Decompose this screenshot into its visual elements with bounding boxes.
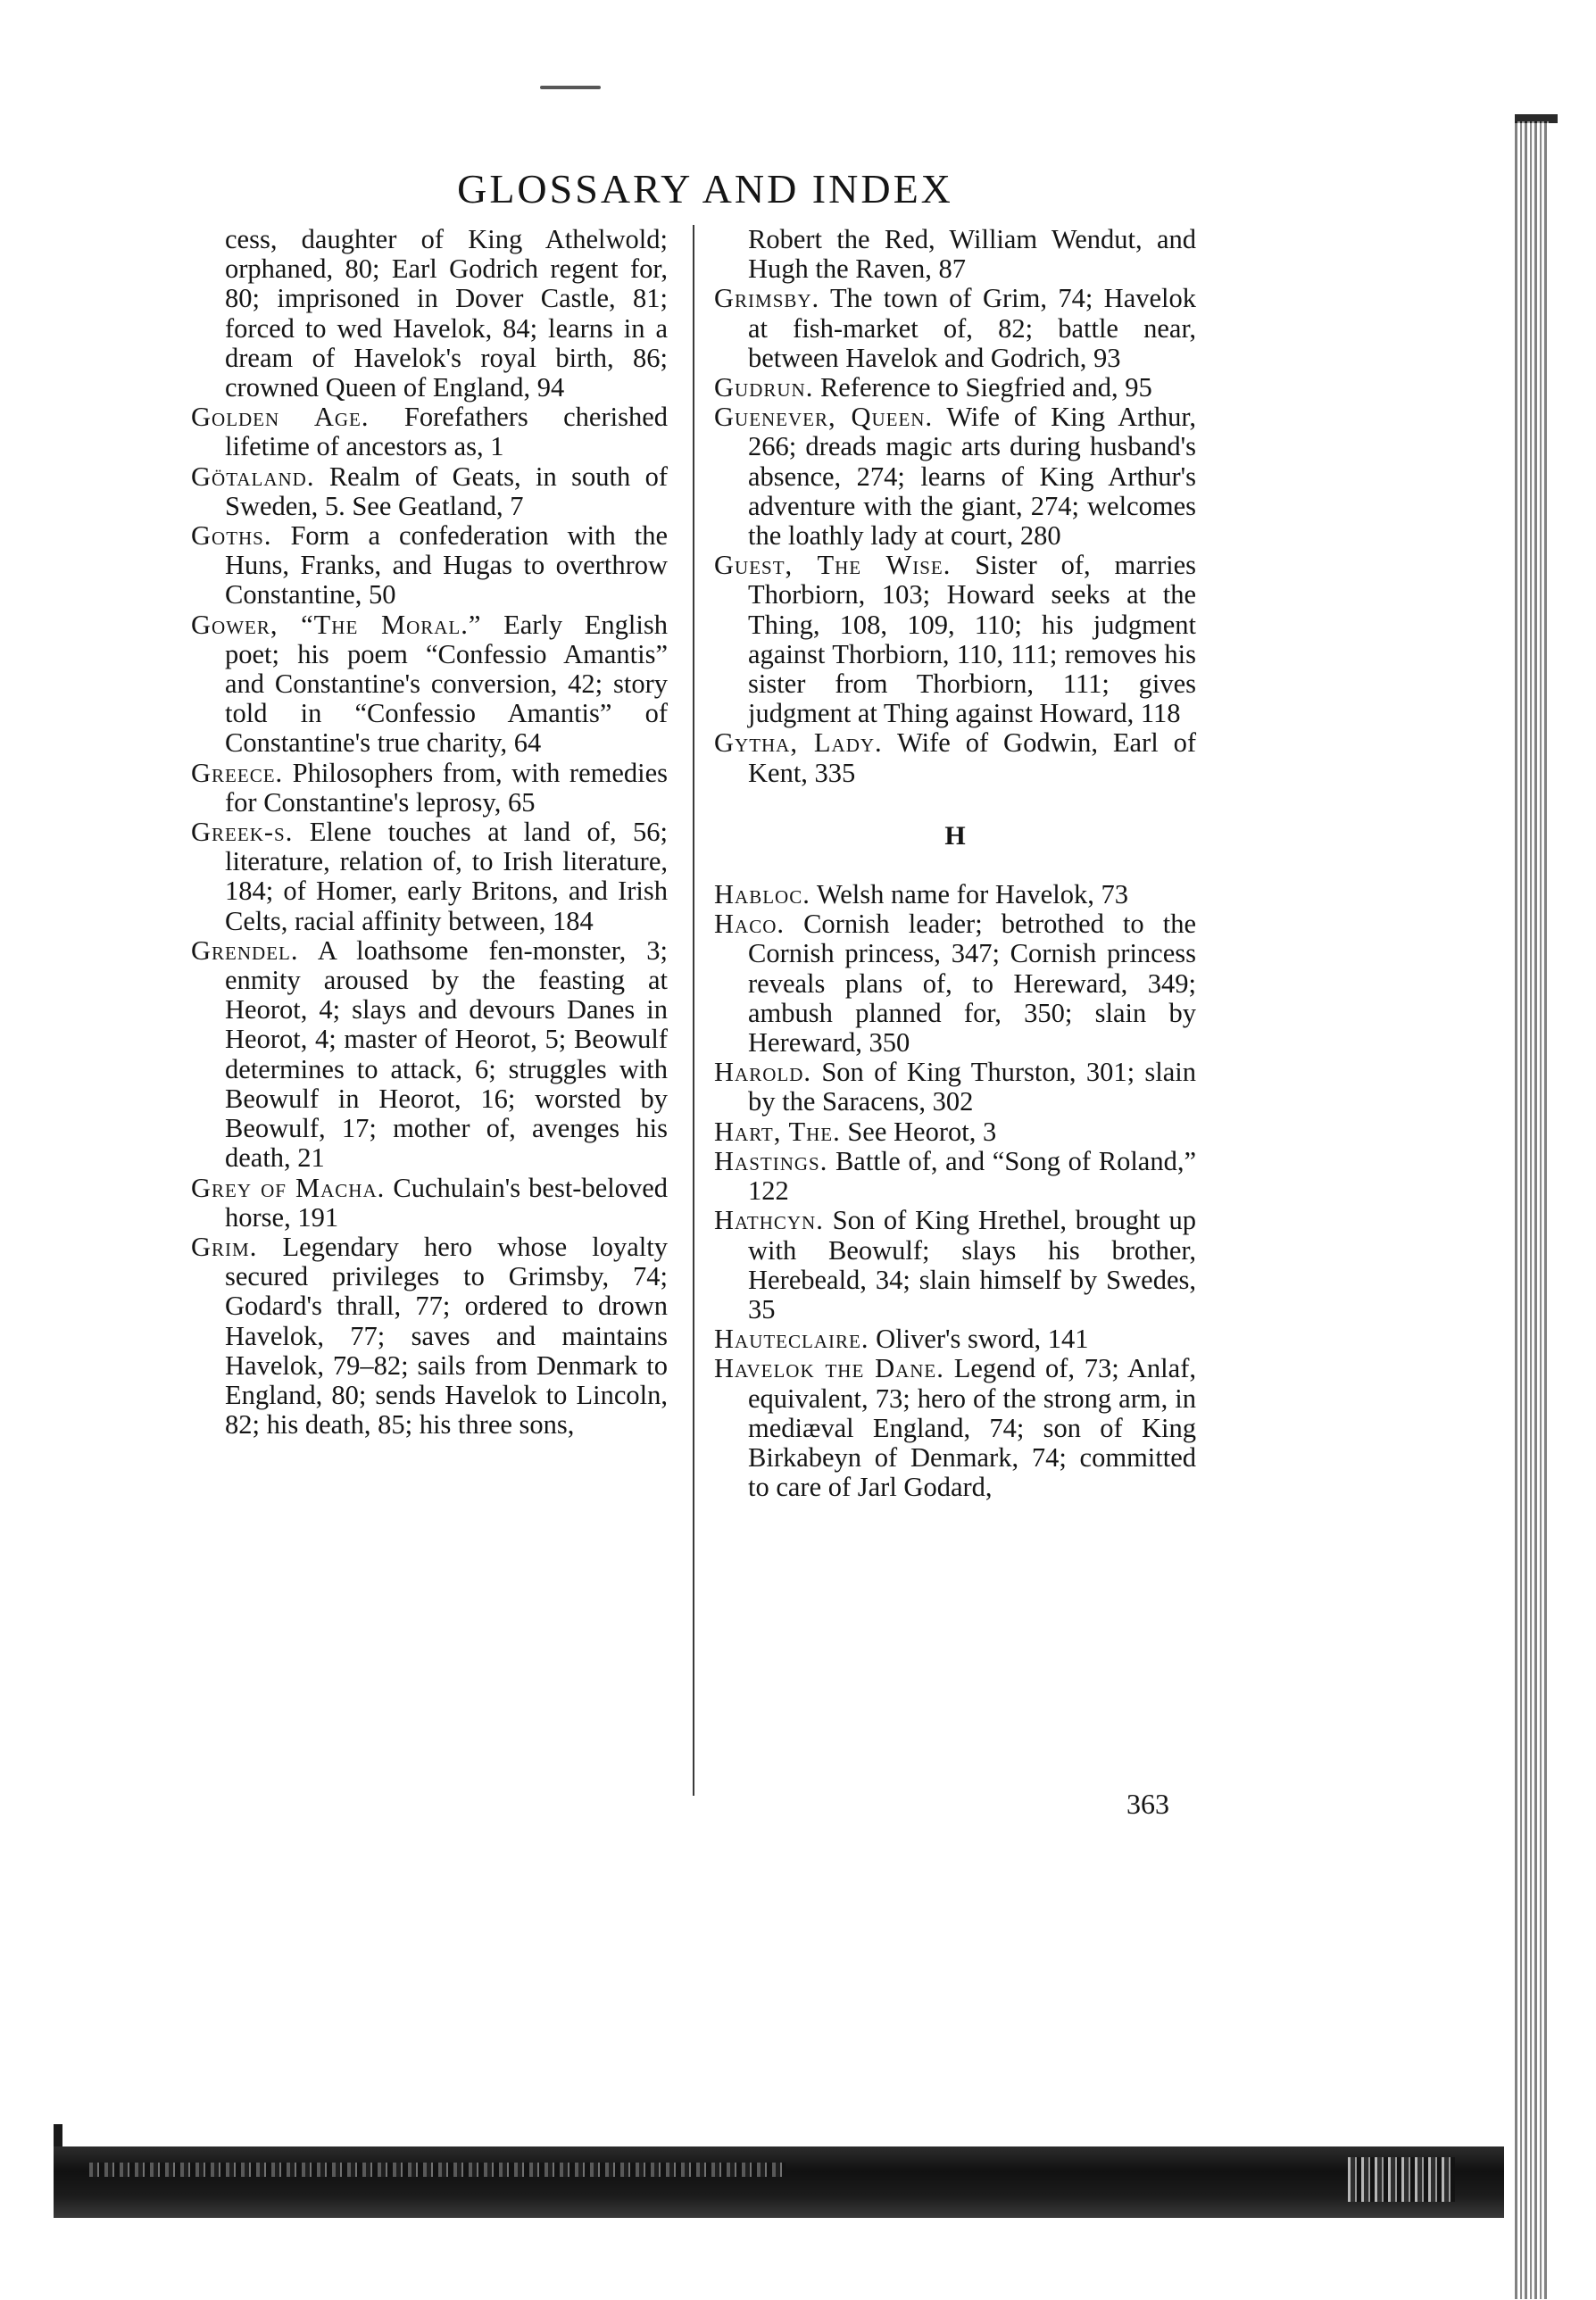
index-entry	[714, 1206, 1196, 1324]
section-letter: H	[944, 820, 966, 851]
entry-headword: Habloc.	[714, 879, 810, 910]
entry-headword: Guest, The Wise.	[714, 550, 952, 581]
entry-text: Realm of Geats, in south of Sweden, 5. See Geatland, 7	[225, 461, 668, 521]
entry-headword: Hastings.	[714, 1145, 828, 1176]
entry-headword: Havelok the Dane.	[714, 1353, 944, 1384]
left-lead-entry: cess, daughter of King Athelwold; orphaned, 80; Earl Godrich regent for, 80; imprisoned in Dover Castle, 81; forced to wed Havelok, 84; learns in a dream of Havelok's royal birth, 86; crowned Queen of England, 94	[225, 224, 668, 403]
page-edge-shadow	[1515, 121, 1549, 2299]
entry-text: Battle of, and “Song of Roland,” 122	[748, 1145, 1196, 1207]
index-entry	[191, 936, 668, 1174]
entry-headword: Goths.	[191, 520, 272, 552]
index-entry	[714, 1147, 1196, 1206]
entry-text: Legend of, 73; Anlaf, equivalent, 73; hero of the strong arm, in mediæval England, 74; son of King Birkabeyn of Denmark, 74; committed to care of Jarl Godard,	[748, 1353, 1196, 1503]
index-entry	[714, 373, 1196, 403]
entry-headword: Grimsby.	[714, 283, 820, 314]
entry-text: Elene touches at land of, 56; literature, relation of, to Irish literature, 184; of Homer, early Britons, and Irish Celts, racial affinity between, 184	[225, 817, 668, 936]
entry-headword: Grim.	[191, 1231, 258, 1262]
entry-text: Son of King Thurston, 301; slain by the Saracens, 302	[748, 1057, 1197, 1117]
entry-headword: Haco.	[714, 909, 785, 940]
entry-headword: Greek-s.	[191, 817, 294, 848]
index-entry	[714, 880, 1196, 909]
entry-headword: Hathcyn.	[714, 1205, 824, 1236]
left-column	[191, 225, 668, 1440]
column-divider	[693, 225, 694, 1796]
entry-headword: Hauteclaire.	[714, 1324, 869, 1355]
scan-mark	[540, 86, 601, 89]
entry-headword: Grendel.	[191, 934, 299, 966]
entry-headword: Greece.	[191, 757, 284, 788]
entry-headword: Grey of Macha.	[191, 1172, 386, 1203]
entry-text: Cornish leader; betrothed to the Cornish princess, 347; Cornish princess reveals plans of, to Hereward, 349; ambush planned for, 350; slain by Hereward, 350	[748, 909, 1196, 1059]
entry-text: Form a confederation with the Huns, Franks, and Hugas to overthrow Constantine, 50	[225, 520, 669, 610]
entry-headword: Hart, The.	[714, 1116, 841, 1147]
index-entry	[191, 759, 668, 818]
entry-text: Wife of King Arthur, 266; dreads magic arts during husband's absence, 274; learns of King Arthur's adventure with the giant, 274; welcomes the loathly lady at court, 280	[748, 402, 1196, 552]
h-entry-list	[714, 880, 1196, 1502]
page-number: 363	[1126, 1788, 1169, 1820]
index-entry	[714, 728, 1196, 787]
entry-headword: Gytha, Lady.	[714, 727, 883, 759]
entry-text: Forefathers cherished lifetime of ancestors as, 1	[225, 402, 669, 462]
entry-headword: Guenever, Queen.	[714, 402, 934, 433]
entry-text: Welsh name for Havelok, 73	[816, 879, 1128, 910]
entry-text: Philosophers from, with remedies for Constantine's leprosy, 65	[225, 757, 668, 818]
index-entry	[191, 1174, 668, 1233]
entry-text: Son of King Hrethel, brought up with Beowulf; slays his brother, Herebeald, 34; slain himself by Swedes, 35	[748, 1205, 1196, 1324]
entry-text: Reference to Siegfried and, 95	[819, 372, 1152, 403]
right-column	[714, 225, 1196, 1502]
entry-text: A loathsome fen-monster, 3; enmity aroused by the feasting at Heorot, 4; slays and devours Danes in Heorot, 4; master of Heorot, 5; Beowulf determines to attack, 6; struggles with Beowulf in Heorot, 16; worsted by Beowulf, 17; mother of, avenges his death, 21	[225, 934, 668, 1174]
entry-headword: Gower, “The Moral.”	[191, 609, 482, 640]
index-entry	[714, 1117, 1196, 1147]
entry-text: Wife of Godwin, Earl of Kent, 335	[748, 727, 1197, 788]
entry-headword: Golden Age.	[191, 402, 370, 433]
entry-text: Cuchulain's best-beloved horse, 191	[225, 1172, 668, 1233]
index-entry	[191, 1233, 668, 1440]
index-entry	[714, 909, 1196, 1058]
index-entry	[191, 403, 668, 461]
right-entry-list	[714, 284, 1196, 787]
index-entry	[191, 818, 668, 936]
index-entry	[191, 462, 668, 521]
index-entry	[714, 403, 1196, 551]
entry-text: Legendary hero whose loyalty secured privileges to Grimsby, 74; Godard's thrall, 77; ordered to drown Havelok, 77; saves and maintains Havelok, 79–82; sails from Denmark to England, 80; sends Havelok to Lincoln, 82; his death, 85; his three sons,	[225, 1231, 668, 1441]
entry-text: Oliver's sword, 141	[876, 1324, 1089, 1355]
scan-edge-bar	[54, 2146, 1504, 2218]
index-entry	[714, 1324, 1196, 1354]
entry-text: Sister of, marries Thorbiorn, 103; Howard seeks at the Thing, 108, 109, 110; his judgment against Thorbiorn, 110, 111; removes his sister from Thorbiorn, 111; gives judgment at Thing against Howard, 118	[748, 550, 1197, 729]
page-title: GLOSSARY AND INDEX	[457, 166, 953, 212]
index-entry	[714, 284, 1196, 373]
index-entry	[191, 521, 668, 610]
entry-text: The town of Grim, 74; Havelok at fish-market of, 82; battle near, between Havelok and Godrich, 93	[748, 283, 1196, 373]
left-entry-list	[191, 403, 668, 1440]
index-entry	[191, 610, 668, 759]
entry-headword: Gudrun.	[714, 372, 814, 403]
right-lead-entry: Robert the Red, William Wendut, and Hugh the Raven, 87	[748, 224, 1196, 285]
entry-text: Early English poet; his poem “Confessio Amantis” and Constantine's conversion, 42; story told in “Confessio Amantis” of Constantine's true charity, 64	[225, 609, 669, 759]
entry-text: See Heorot, 3	[847, 1116, 997, 1147]
index-entry	[714, 1058, 1196, 1117]
index-entry	[714, 1354, 1196, 1502]
entry-headword: Harold.	[714, 1057, 811, 1088]
index-entry	[714, 551, 1196, 728]
entry-headword: Götaland.	[191, 461, 315, 492]
